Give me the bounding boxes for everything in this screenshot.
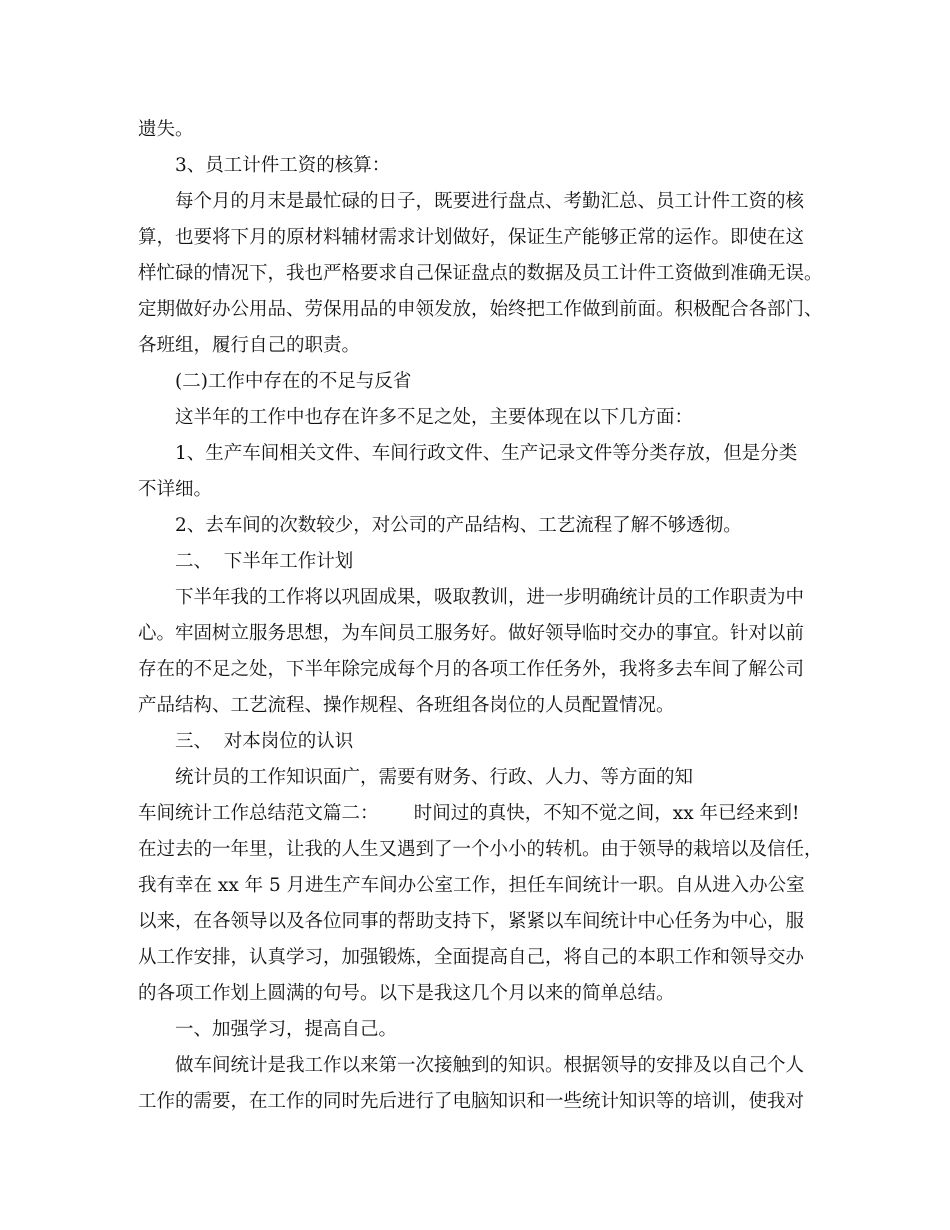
text-line: 以来，在各领导以及各位同事的帮助支持下，紧紧以车间统计中心任务为中心，服: [138, 911, 805, 932]
article-title-line: 车间统计工作总结范文篇二： 时间过的真快，不知不觉之间，xx 年已经来到!: [138, 803, 800, 824]
section-heading: 3、员工计件工资的核算：: [175, 155, 391, 176]
section-heading: 二、 下半年工作计划: [175, 551, 354, 572]
text-line: 样忙碌的情况下，我也严格要求自己保证盘点的数据及员工计件工资做到准确无误。: [138, 263, 823, 284]
text-line: 产品结构、工艺流程、操作规程、各班组各岗位的人员配置情况。: [138, 695, 675, 716]
text-line: 2、去车间的次数较少，对公司的产品结构、工艺流程了解不够透彻。: [175, 515, 742, 536]
text-line: 做车间统计是我工作以来第一次接触到的知识。根据领导的安排及以自己个人: [175, 1055, 805, 1076]
text-line: 工作的需要，在工作的同时先后进行了电脑知识和一些统计知识等的培训，使我对: [138, 1091, 805, 1112]
text-line: 我有幸在 xx 年 5 月进生产车间办公室工作，担任车间统计一职。自从进入办公室: [138, 875, 805, 896]
text-line: 存在的不足之处，下半年除完成每个月的各项工作任务外，我将多去车间了解公司: [138, 659, 805, 680]
text-line: 这半年的工作中也存在许多不足之处，主要体现在以下几方面：: [175, 407, 694, 428]
text-line: 每个月的月末是最忙碌的日子，既要进行盘点、考勤汇总、员工计件工资的核: [175, 191, 805, 212]
section-heading: 一、加强学习，提高自己。: [175, 1019, 398, 1040]
text-line: 统计员的工作知识面广，需要有财务、行政、人力、等方面的知: [175, 767, 694, 788]
section-heading: (二)工作中存在的不足与反省: [175, 371, 412, 392]
text-line: 算，也要将下月的原材料辅材需求计划做好，保证生产能够正常的运作。即使在这: [138, 227, 805, 248]
text-line: 定期做好办公用品、劳保用品的申领发放，始终把工作做到前面。积极配合各部门、: [138, 299, 823, 320]
text-line: 各班组，履行自己的职责。: [138, 335, 361, 356]
text-line: 遗失。: [138, 119, 194, 140]
text-line: 的各项工作划上圆满的句号。以下是我这几个月以来的简单总结。: [138, 983, 675, 1004]
text-line: 从工作安排，认真学习，加强锻炼，全面提高自己，将自己的本职工作和领导交办: [138, 947, 805, 968]
text-line: 不详细。: [138, 479, 213, 500]
document-body: [138, 112, 822, 1120]
text-line: 心。牢固树立服务思想，为车间员工服务好。做好领导临时交办的事宜。针对以前: [138, 623, 805, 644]
text-line: 1、生产车间相关文件、车间行政文件、生产记录文件等分类存放，但是分类: [175, 443, 798, 464]
text-line: 下半年我的工作将以巩固成果，吸取教训，进一步明确统计员的工作职责为中: [175, 587, 805, 608]
section-heading: 三、 对本岗位的认识: [175, 731, 354, 752]
text-line: 在过去的一年里，让我的人生又遇到了一个小小的转机。由于领导的栽培以及信任，: [138, 839, 823, 860]
